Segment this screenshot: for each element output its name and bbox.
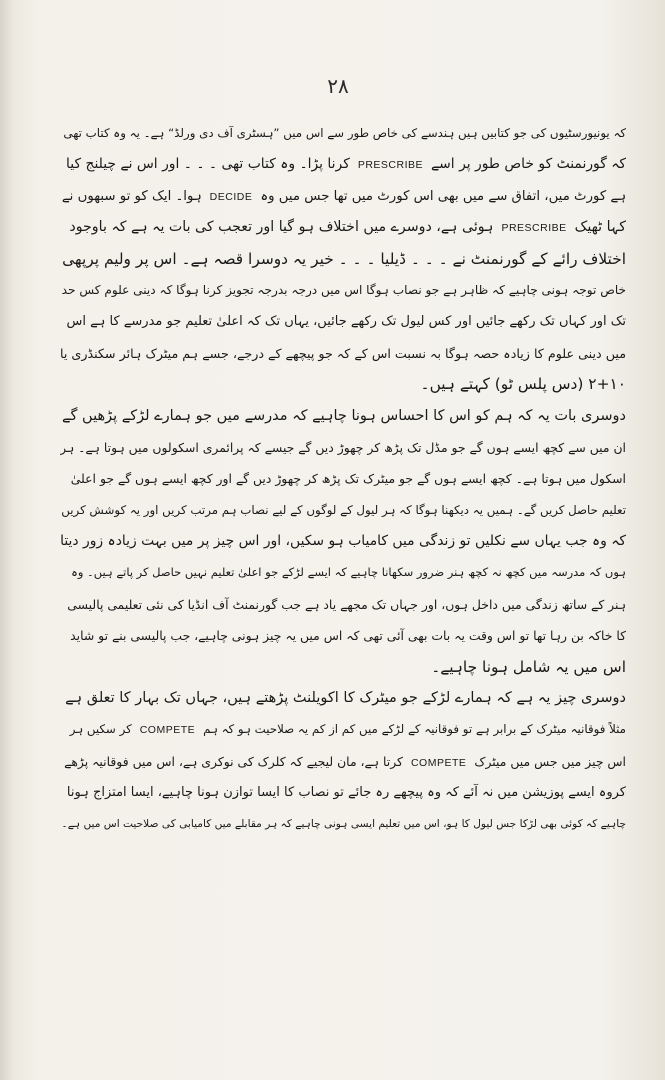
text-line	[60, 557, 626, 588]
text-line	[60, 746, 626, 777]
line-text: اسکول میں ہوتا ہے۔ کچھ ایسے ہوں گے جو میٹرک تک پڑھ کر چھوڑ دیں گے اور کچھ ایسے ہوں گے جو اعلیٰ	[70, 471, 626, 487]
line-text-after: کرنا پڑا۔ وہ کتاب تھی ۔ ۔ ۔ اور اس نے چیلنج کیا	[66, 156, 350, 173]
line-text: تک اور کہاں تک رکھے جائیں اور کس لیول تک رکھے جائیں، یہاں تک کہ اعلیٰ تعلیم جو مدرسے کا ہے اس	[66, 314, 626, 330]
line-text: خاص توجہ ہونی چاہیے کہ ظاہر ہے جو نصاب ہوگا اس میں درجہ بدرجہ تجویز کرنا ہوگا کہ دینی علوم کس حد	[61, 282, 626, 297]
line-text: اس میں یہ شامل ہونا چاہیے۔	[431, 657, 626, 676]
line-text-after: کر سکیں ہر	[69, 722, 132, 737]
line-text-before: مثلاً فوقانیہ میٹرک کے برابر ہے تو فوقانیہ کے لڑکے میں کم از کم یہ صلاحیت ہو کہ ہم	[203, 722, 626, 737]
text-line	[60, 495, 626, 526]
text-line	[60, 369, 626, 400]
text-line	[60, 589, 626, 620]
line-text: ۲+۱۰ (دس پلس ٹو) کہتے ہیں۔	[420, 375, 626, 394]
english-term: COMPETE	[139, 724, 196, 737]
line-text: کہ یونیورسٹیوں کی جو کتابیں ہیں ہندسے کی خاص طور سے اس میں ”ہسٹری آف دی ورلڈ“ ہے۔ یہ وہ کتاب تھی	[63, 126, 626, 140]
line-text: دوسری بات یہ کہ ہم کو اس کا احساس ہونا چاہیے کہ مدرسے میں جو ہمارے لڑکے پڑھیں گے	[62, 407, 626, 424]
text-line	[60, 714, 626, 745]
text-line	[60, 463, 626, 494]
line-text: چاہیے کہ کوئی بھی لڑکا جس لیول کا ہو، اس میں تعلیم ایسی ہونی چاہیے کہ ہر مقابلے میں کامیابی کی صلاحیت اس میں ہے۔	[61, 817, 626, 830]
text-line	[60, 181, 626, 212]
text-line	[60, 777, 626, 808]
text-line	[60, 306, 626, 337]
text-line	[60, 244, 626, 275]
line-text: تعلیم حاصل کریں گے۔ ہمیں یہ دیکھنا ہوگا کہ ہر لیول کے لوگوں کے لیے نصاب ہم مرتب کریں اور یہ کوشش کریں	[61, 502, 626, 517]
english-term: DECIDE	[209, 190, 253, 203]
text-line	[60, 149, 626, 180]
text-line	[60, 338, 626, 369]
text-body	[60, 118, 626, 840]
text-line	[60, 809, 626, 840]
line-text-before: کہ گورنمنٹ کو خاص طور پر اسے	[431, 156, 626, 173]
line-text: دوسری چیز یہ ہے کہ ہمارے لڑکے جو میٹرک کا اکویلنٹ پڑھتے ہیں، جہاں تک بہار کا تعلق ہے	[65, 690, 626, 707]
english-term: PRESCRIBE	[501, 222, 567, 235]
line-text: ہنر کے ساتھ زندگی میں داخل ہوں، اور جہاں تک مجھے یاد ہے جب گورنمنٹ آف انڈیا کی نئی تعلیمی پالیسی	[67, 596, 626, 612]
english-term: PRESCRIBE	[357, 159, 424, 172]
line-text: ان میں سے کچھ ایسے ہوں گے جو مڈل تک پڑھ کر چھوڑ دیں گے جیسے کہ پرائمری اسکولوں میں ہوتا ہے۔ ہر	[60, 439, 626, 455]
line-text: اختلاف رائے کے گورنمنٹ نے ۔ ۔ ۔ ڈیلیا ۔ ۔ ۔ خیر یہ دوسرا قصہ ہے۔ اس پر ولیم پرپھی	[62, 249, 626, 268]
text-line	[60, 620, 626, 651]
text-line	[60, 652, 626, 683]
line-text-after: ہوا۔ ایک کو تو سبھوں نے	[61, 188, 202, 204]
line-text: ہوں کہ مدرسہ میں کچھ نہ کچھ ہنر ضرور سکھانا چاہیے کہ ایسے لڑکے جو اعلیٰ تعلیم نہیں حاصل کر پاتے ہیں۔ وہ	[71, 565, 626, 580]
line-text: کروہ ایسے پوزیشن میں نہ آئے کہ وہ پیچھے رہ جائے تو نصاب کا ایسا توازن ہونا چاہیے، ایسا امتزاج ہونا	[66, 785, 626, 801]
page-number: ۲۸	[327, 74, 349, 98]
text-line	[60, 118, 626, 149]
english-term: COMPETE	[410, 756, 467, 769]
line-text: میں دینی علوم کا زیادہ حصہ ہوگا بہ نسبت اس کے کہ جو پیچھے کے درجے، جسے ہم میٹرک ہائر سکنڈری یا	[60, 345, 626, 361]
spine-shadow	[0, 0, 14, 1080]
text-line	[60, 275, 626, 306]
line-text-before: اس چیز میں جس میں میٹرک	[474, 753, 626, 769]
text-line	[60, 526, 626, 557]
line-text: کہ وہ جب یہاں سے نکلیں تو زندگی میں کامیاب ہو سکیں، اور اس چیز پر میں بہت زیادہ زور دیتا	[60, 533, 626, 550]
line-text: کا خاکہ بن رہا تھا تو اس وقت یہ بات بھی آئی تھی کہ اس میں یہ چیز ہونی چاہیے، جب پالیسی بنے تو شاید	[70, 628, 626, 644]
text-line	[60, 212, 626, 243]
line-text-before: کہا ٹھیک	[574, 219, 626, 236]
line-text-after: کرتا ہے، مان لیجیے کہ کلرک کی نوکری ہے، اس میں فوقانیہ پڑھے	[64, 753, 403, 769]
text-line	[60, 432, 626, 463]
text-line	[60, 401, 626, 432]
text-line	[60, 683, 626, 714]
line-text-after: ہوئی ہے، دوسرے میں اختلاف ہو گیا اور تعجب کی بات یہ ہے کہ باوجود	[69, 219, 494, 236]
line-text-before: ہے کورٹ میں، اتفاق سے میں بھی اس کورٹ میں تھا جس میں وہ	[260, 188, 626, 204]
